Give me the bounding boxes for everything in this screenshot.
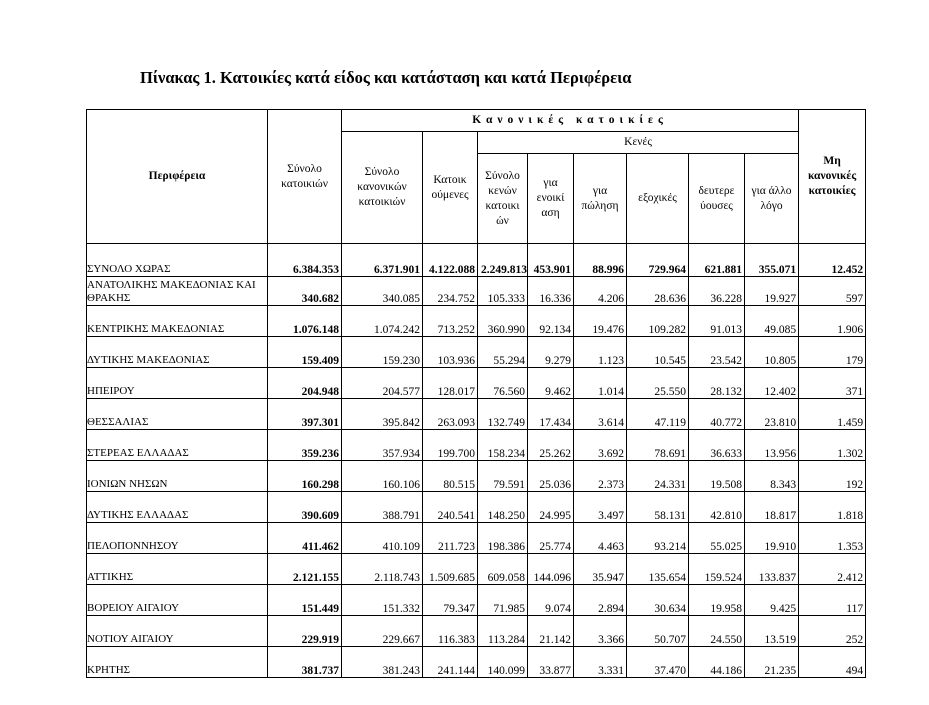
- total-cell: 390.609: [268, 492, 342, 523]
- holiday-cell: 58.131: [627, 492, 689, 523]
- table-row: [87, 523, 866, 554]
- regular-total-cell: 229.667: [342, 616, 423, 647]
- for-rent-cell: 33.877: [528, 647, 574, 678]
- non-regular-cell: 1.353: [799, 523, 866, 554]
- total-cell: 6.384.353: [268, 244, 342, 277]
- region-name-cell: ΚΕΝΤΡΙΚΗΣ ΜΑΚΕΔΟΝΙΑΣ: [87, 306, 268, 337]
- vacant-total-cell: 55.294: [478, 337, 528, 368]
- regular-total-cell: 1.074.242: [342, 306, 423, 337]
- secondary-cell: 159.524: [689, 554, 745, 585]
- occupied-cell: 128.017: [423, 368, 478, 399]
- total-cell: 2.121.155: [268, 554, 342, 585]
- table-row: [87, 368, 866, 399]
- non-regular-cell: 2.412: [799, 554, 866, 585]
- table-row: [87, 461, 866, 492]
- regular-total-cell: 381.243: [342, 647, 423, 678]
- holiday-cell: 10.545: [627, 337, 689, 368]
- region-name-cell: ΘΕΣΣΑΛΙΑΣ: [87, 399, 268, 430]
- header-holiday: εξοχικές: [627, 154, 689, 244]
- vacant-total-cell: 609.058: [478, 554, 528, 585]
- vacant-total-cell: 76.560: [478, 368, 528, 399]
- non-regular-cell: 1.459: [799, 399, 866, 430]
- total-cell: 397.301: [268, 399, 342, 430]
- for-rent-cell: 25.036: [528, 461, 574, 492]
- header-regular-group: Κανονικές κατοικίες: [342, 110, 799, 132]
- for-sale-cell: 1.014: [574, 368, 627, 399]
- for-rent-cell: 9.462: [528, 368, 574, 399]
- total-cell: 381.737: [268, 647, 342, 678]
- total-cell: 151.449: [268, 585, 342, 616]
- other-cell: 49.085: [745, 306, 799, 337]
- header-region: Περιφέρεια: [87, 110, 268, 244]
- total-cell: 204.948: [268, 368, 342, 399]
- occupied-cell: 1.509.685: [423, 554, 478, 585]
- other-cell: 8.343: [745, 461, 799, 492]
- other-cell: 19.910: [745, 523, 799, 554]
- holiday-cell: 25.550: [627, 368, 689, 399]
- header-other: για άλλο λόγο: [745, 154, 799, 244]
- header-vacant-total: Σύνολο κενών κατοικι ών: [478, 154, 528, 244]
- for-rent-cell: 144.096: [528, 554, 574, 585]
- for-sale-cell: 2.894: [574, 585, 627, 616]
- regular-total-cell: 6.371.901: [342, 244, 423, 277]
- table-row: [87, 585, 866, 616]
- secondary-cell: 19.958: [689, 585, 745, 616]
- region-name-cell: ΝΟΤΙΟΥ ΑΙΓΑΙΟΥ: [87, 616, 268, 647]
- non-regular-cell: 117: [799, 585, 866, 616]
- region-name-cell: ΗΠΕΙΡΟΥ: [87, 368, 268, 399]
- for-sale-cell: 3.614: [574, 399, 627, 430]
- header-non-regular: Μη κανονικές κατοικίες: [799, 110, 866, 244]
- for-rent-cell: 92.134: [528, 306, 574, 337]
- total-cell: 340.682: [268, 277, 342, 306]
- vacant-total-cell: 360.990: [478, 306, 528, 337]
- occupied-cell: 234.752: [423, 277, 478, 306]
- for-sale-cell: 4.206: [574, 277, 627, 306]
- region-name-cell: ΔΥΤΙΚΗΣ ΕΛΛΑΔΑΣ: [87, 492, 268, 523]
- secondary-cell: 621.881: [689, 244, 745, 277]
- other-cell: 13.956: [745, 430, 799, 461]
- table-body: [87, 244, 866, 678]
- other-cell: 355.071: [745, 244, 799, 277]
- total-cell: 1.076.148: [268, 306, 342, 337]
- region-name-cell: ΙΟΝΙΩΝ ΝΗΣΩΝ: [87, 461, 268, 492]
- for-sale-cell: 3.331: [574, 647, 627, 678]
- occupied-cell: 80.515: [423, 461, 478, 492]
- table-row: [87, 244, 866, 277]
- occupied-cell: 240.541: [423, 492, 478, 523]
- vacant-total-cell: 158.234: [478, 430, 528, 461]
- non-regular-cell: 1.302: [799, 430, 866, 461]
- non-regular-cell: 1.818: [799, 492, 866, 523]
- regular-total-cell: 160.106: [342, 461, 423, 492]
- regular-total-cell: 388.791: [342, 492, 423, 523]
- header-secondary: δευτερε ύουσες: [689, 154, 745, 244]
- table-row: [87, 399, 866, 430]
- occupied-cell: 103.936: [423, 337, 478, 368]
- for-rent-cell: 17.434: [528, 399, 574, 430]
- table-title: Πίνακας 1. Κατοικίες κατά είδος και κατάσταση και κατά Περιφέρεια: [140, 68, 632, 87]
- occupied-cell: 116.383: [423, 616, 478, 647]
- secondary-cell: 42.810: [689, 492, 745, 523]
- header-for-rent: για ενοικί αση: [528, 154, 574, 244]
- region-name-cell: ΒΟΡΕΙΟΥ ΑΙΓΑΙΟΥ: [87, 585, 268, 616]
- vacant-total-cell: 113.284: [478, 616, 528, 647]
- for-rent-cell: 453.901: [528, 244, 574, 277]
- other-cell: 133.837: [745, 554, 799, 585]
- table-row: [87, 554, 866, 585]
- non-regular-cell: 597: [799, 277, 866, 306]
- vacant-total-cell: 71.985: [478, 585, 528, 616]
- other-cell: 21.235: [745, 647, 799, 678]
- header-total: Σύνολο κατοικιών: [268, 110, 342, 244]
- total-cell: 411.462: [268, 523, 342, 554]
- for-rent-cell: 21.142: [528, 616, 574, 647]
- regular-total-cell: 410.109: [342, 523, 423, 554]
- total-cell: 159.409: [268, 337, 342, 368]
- non-regular-cell: 192: [799, 461, 866, 492]
- for-rent-cell: 16.336: [528, 277, 574, 306]
- table-row: [87, 647, 866, 678]
- occupied-cell: 713.252: [423, 306, 478, 337]
- non-regular-cell: 12.452: [799, 244, 866, 277]
- for-rent-cell: 9.074: [528, 585, 574, 616]
- header-regular-total: Σύνολο κανονικών κατοικιών: [342, 132, 423, 244]
- holiday-cell: 28.636: [627, 277, 689, 306]
- regular-total-cell: 2.118.743: [342, 554, 423, 585]
- holiday-cell: 135.654: [627, 554, 689, 585]
- secondary-cell: 28.132: [689, 368, 745, 399]
- vacant-total-cell: 2.249.813: [478, 244, 528, 277]
- region-name-cell: ΠΕΛΟΠΟΝΝΗΣΟΥ: [87, 523, 268, 554]
- header-for-sale: για πώληση: [574, 154, 627, 244]
- occupied-cell: 79.347: [423, 585, 478, 616]
- secondary-cell: 36.228: [689, 277, 745, 306]
- holiday-cell: 37.470: [627, 647, 689, 678]
- secondary-cell: 44.186: [689, 647, 745, 678]
- secondary-cell: 36.633: [689, 430, 745, 461]
- region-name-cell: ΣΥΝΟΛΟ ΧΩΡΑΣ: [87, 244, 268, 277]
- for-rent-cell: 9.279: [528, 337, 574, 368]
- region-name-cell: ΑΤΤΙΚΗΣ: [87, 554, 268, 585]
- total-cell: 359.236: [268, 430, 342, 461]
- for-rent-cell: 25.774: [528, 523, 574, 554]
- holiday-cell: 93.214: [627, 523, 689, 554]
- holiday-cell: 729.964: [627, 244, 689, 277]
- non-regular-cell: 179: [799, 337, 866, 368]
- other-cell: 13.519: [745, 616, 799, 647]
- secondary-cell: 55.025: [689, 523, 745, 554]
- secondary-cell: 23.542: [689, 337, 745, 368]
- holiday-cell: 47.119: [627, 399, 689, 430]
- regular-total-cell: 159.230: [342, 337, 423, 368]
- vacant-total-cell: 140.099: [478, 647, 528, 678]
- header-occupied: Κατοικ ούμενες: [423, 132, 478, 244]
- region-name-cell: ΚΡΗΤΗΣ: [87, 647, 268, 678]
- other-cell: 10.805: [745, 337, 799, 368]
- occupied-cell: 263.093: [423, 399, 478, 430]
- for-rent-cell: 24.995: [528, 492, 574, 523]
- for-sale-cell: 3.366: [574, 616, 627, 647]
- holiday-cell: 78.691: [627, 430, 689, 461]
- vacant-total-cell: 148.250: [478, 492, 528, 523]
- secondary-cell: 91.013: [689, 306, 745, 337]
- vacant-total-cell: 79.591: [478, 461, 528, 492]
- total-cell: 229.919: [268, 616, 342, 647]
- secondary-cell: 24.550: [689, 616, 745, 647]
- region-name-cell: ΣΤΕΡΕΑΣ ΕΛΛΑΔΑΣ: [87, 430, 268, 461]
- non-regular-cell: 1.906: [799, 306, 866, 337]
- regular-total-cell: 204.577: [342, 368, 423, 399]
- occupied-cell: 4.122.088: [423, 244, 478, 277]
- secondary-cell: 40.772: [689, 399, 745, 430]
- non-regular-cell: 494: [799, 647, 866, 678]
- for-sale-cell: 1.123: [574, 337, 627, 368]
- non-regular-cell: 252: [799, 616, 866, 647]
- vacant-total-cell: 198.386: [478, 523, 528, 554]
- table-row: [87, 616, 866, 647]
- other-cell: 18.817: [745, 492, 799, 523]
- non-regular-cell: 371: [799, 368, 866, 399]
- other-cell: 12.402: [745, 368, 799, 399]
- other-cell: 19.927: [745, 277, 799, 306]
- regular-total-cell: 395.842: [342, 399, 423, 430]
- secondary-cell: 19.508: [689, 461, 745, 492]
- holiday-cell: 109.282: [627, 306, 689, 337]
- table-row: [87, 337, 866, 368]
- for-sale-cell: 35.947: [574, 554, 627, 585]
- region-name-cell: ΑΝΑΤΟΛΙΚΗΣ ΜΑΚΕΔΟΝΙΑΣ ΚΑΙ ΘΡΑΚΗΣ: [87, 277, 268, 306]
- regular-total-cell: 151.332: [342, 585, 423, 616]
- dwellings-table: [86, 109, 866, 678]
- vacant-total-cell: 132.749: [478, 399, 528, 430]
- for-rent-cell: 25.262: [528, 430, 574, 461]
- holiday-cell: 50.707: [627, 616, 689, 647]
- other-cell: 23.810: [745, 399, 799, 430]
- holiday-cell: 24.331: [627, 461, 689, 492]
- for-sale-cell: 4.463: [574, 523, 627, 554]
- table-row: [87, 306, 866, 337]
- other-cell: 9.425: [745, 585, 799, 616]
- for-sale-cell: 88.996: [574, 244, 627, 277]
- regular-total-cell: 340.085: [342, 277, 423, 306]
- for-sale-cell: 3.692: [574, 430, 627, 461]
- table-row: [87, 277, 866, 306]
- vacant-total-cell: 105.333: [478, 277, 528, 306]
- header-vacant-group: Κενές: [478, 132, 799, 154]
- region-name-cell: ΔΥΤΙΚΗΣ ΜΑΚΕΔΟΝΙΑΣ: [87, 337, 268, 368]
- occupied-cell: 211.723: [423, 523, 478, 554]
- occupied-cell: 241.144: [423, 647, 478, 678]
- table-row: [87, 492, 866, 523]
- for-sale-cell: 3.497: [574, 492, 627, 523]
- regular-total-cell: 357.934: [342, 430, 423, 461]
- holiday-cell: 30.634: [627, 585, 689, 616]
- total-cell: 160.298: [268, 461, 342, 492]
- for-sale-cell: 19.476: [574, 306, 627, 337]
- for-sale-cell: 2.373: [574, 461, 627, 492]
- occupied-cell: 199.700: [423, 430, 478, 461]
- table-row: [87, 430, 866, 461]
